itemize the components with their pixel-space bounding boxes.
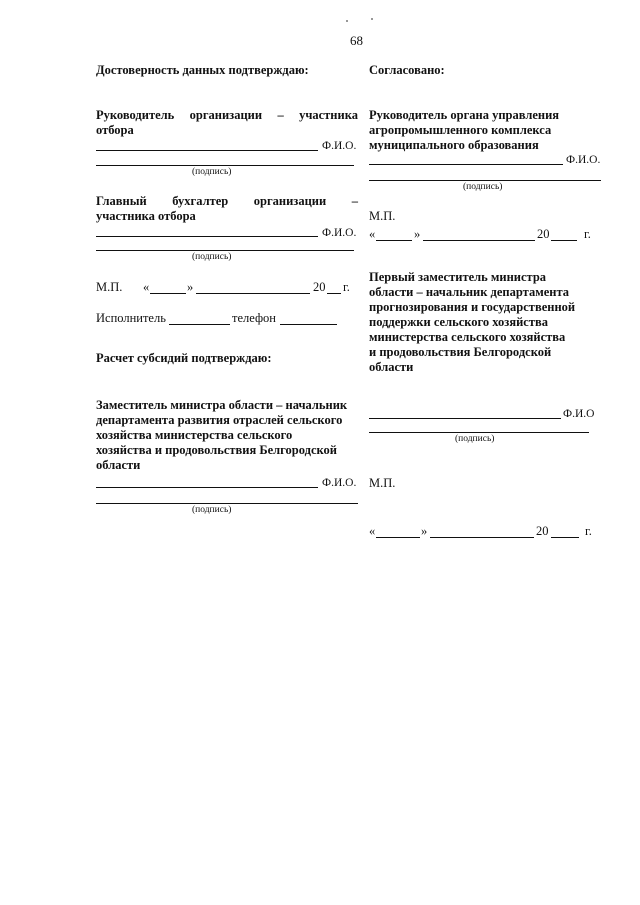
date-year-suffix: г.	[584, 227, 591, 241]
date-open-quote: «	[369, 524, 376, 538]
first-deputy-title-line: и продовольствия Белгородской	[369, 345, 552, 359]
municipal-head-title-line: Руководитель органа управления	[369, 108, 560, 122]
signature-line	[96, 250, 354, 251]
first-deputy-title-line: Первый заместитель министра	[369, 270, 547, 284]
scan-speck	[346, 20, 348, 22]
date-month-line	[423, 240, 535, 241]
title-word: –	[277, 108, 284, 122]
fio-label: Ф.И.О.	[566, 154, 601, 166]
date-close-quote: »	[421, 524, 428, 538]
signature-line	[369, 432, 589, 433]
date-close-quote: »	[187, 280, 194, 294]
fio-label: Ф.И.О.	[322, 227, 357, 239]
phone-label: телефон	[232, 311, 276, 325]
deputy-title-line: области	[96, 458, 141, 472]
date-year-suffix: г.	[343, 280, 350, 294]
signature-caption: (подпись)	[192, 167, 232, 177]
right-heading: Согласовано:	[369, 63, 445, 77]
date-year: 20	[313, 280, 326, 294]
deputy-title-line: хозяйства и продовольствия Белгородской	[96, 443, 338, 457]
title-word: бухгалтер	[172, 194, 229, 208]
head-org-title-line2: отбора	[96, 123, 134, 137]
date-close-quote: »	[414, 227, 421, 241]
date-year-line	[551, 240, 577, 241]
signature-line	[96, 165, 354, 166]
first-deputy-title-line: области	[369, 360, 414, 374]
scan-speck	[371, 18, 373, 20]
first-deputy-title-line: поддержки сельского хозяйства	[369, 315, 548, 329]
title-word: организации	[189, 108, 263, 122]
fio-label: Ф.И.О.	[322, 477, 357, 489]
signature-line	[96, 503, 358, 504]
fio-label: Ф.И.О	[563, 408, 595, 420]
date-open-quote: «	[143, 280, 150, 294]
date-year: 20	[536, 524, 549, 538]
first-deputy-title-line: министерства сельского хозяйства	[369, 330, 566, 344]
deputy-title-line: Заместитель министра области – начальник	[96, 398, 348, 412]
stamp-label: М.П.	[369, 476, 396, 490]
phone-line	[280, 324, 337, 325]
calc-heading: Расчет субсидий подтверждаю:	[96, 351, 272, 365]
date-year-suffix: г.	[585, 524, 592, 538]
executor-line	[169, 324, 230, 325]
head-org-title	[96, 108, 358, 123]
first-deputy-title-line: области – начальник департамента	[369, 285, 570, 299]
date-year-line	[551, 537, 579, 538]
municipal-head-title-line: агропромышленного комплекса	[369, 123, 552, 137]
title-word: Главный	[96, 194, 147, 208]
signature-caption: (подпись)	[455, 434, 495, 444]
date-year-line	[327, 293, 341, 294]
date-day-line	[376, 537, 420, 538]
stamp-label: М.П.	[96, 280, 123, 294]
municipal-head-title-line: муниципального образования	[369, 138, 539, 152]
fio-line	[369, 418, 561, 419]
title-word: –	[351, 194, 358, 208]
date-open-quote: «	[369, 227, 376, 241]
fio-line	[96, 487, 318, 488]
first-deputy-title-line: прогнозирования и государственной	[369, 300, 576, 314]
signature-caption: (подпись)	[192, 252, 232, 262]
date-year: 20	[537, 227, 550, 241]
fio-line	[369, 164, 563, 165]
title-word: организации	[253, 194, 327, 208]
date-month-line	[196, 293, 310, 294]
deputy-title-line: департамента развития отраслей сельского	[96, 413, 343, 427]
fio-label: Ф.И.О.	[322, 140, 357, 152]
executor-label: Исполнитель	[96, 311, 166, 325]
page-number: 68	[350, 33, 363, 48]
signature-line	[369, 180, 601, 181]
date-day-line	[150, 293, 186, 294]
fio-line	[96, 236, 318, 237]
date-day-line	[376, 240, 412, 241]
deputy-title-line: хозяйства министерства сельского	[96, 428, 293, 442]
stamp-label: М.П.	[369, 209, 396, 223]
title-word: Руководитель	[96, 108, 175, 122]
signature-caption: (подпись)	[192, 505, 232, 515]
signature-caption: (подпись)	[463, 182, 503, 192]
chief-accountant-title	[96, 194, 358, 209]
chief-accountant-title-line2: участника отбора	[96, 209, 196, 223]
fio-line	[96, 150, 318, 151]
title-word: участника	[299, 108, 358, 122]
date-month-line	[430, 537, 534, 538]
left-heading: Достоверность данных подтверждаю:	[96, 63, 309, 77]
